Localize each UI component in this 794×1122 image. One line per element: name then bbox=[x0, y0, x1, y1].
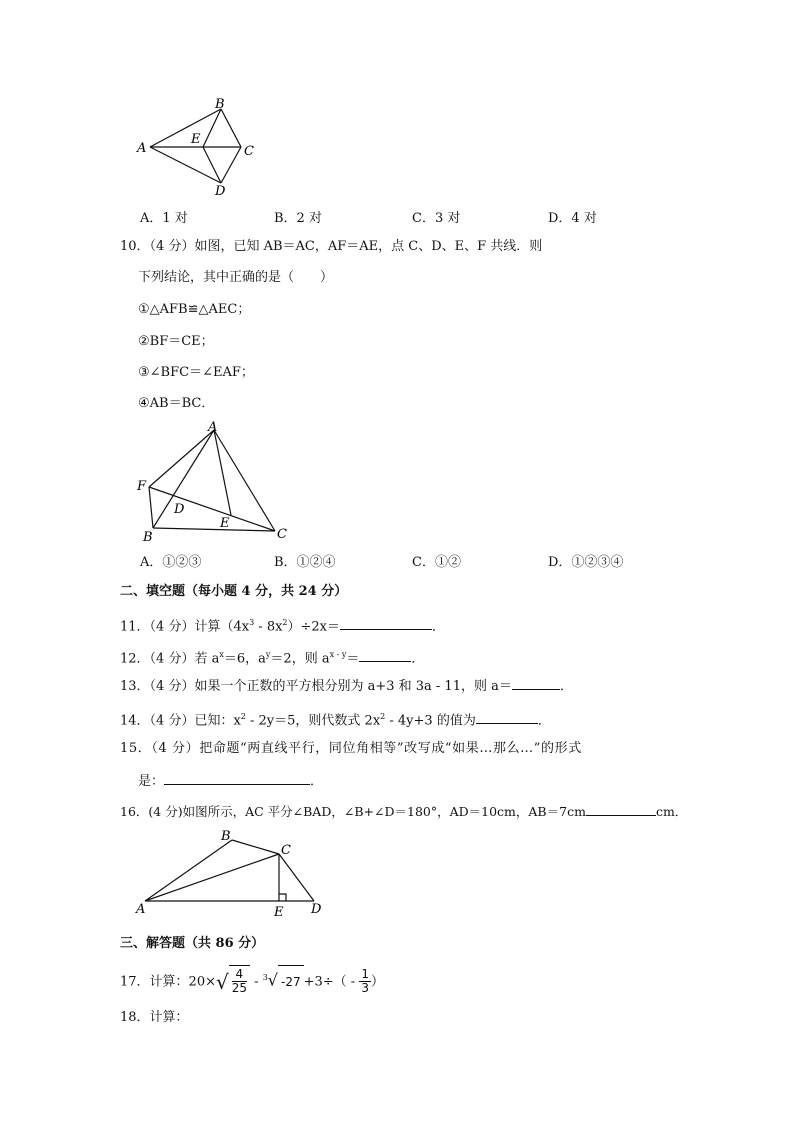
q12-sup3: x - y bbox=[329, 650, 347, 659]
q10-option-c[interactable]: C．①② bbox=[412, 555, 461, 570]
q17-root-index: 3 bbox=[262, 973, 268, 982]
q17-sqrt-fraction bbox=[229, 965, 250, 998]
q13-text: 13．（4 分）如果一个正数的平方根分别为 a+3 和 3a - 11，则 a＝ bbox=[120, 679, 512, 694]
q17-numerator: 4 bbox=[232, 968, 247, 982]
q12-text: 12．（4 分）若 a bbox=[120, 651, 220, 667]
q15-line1: 15．（4 分）把命题“两直线平行，同位角相等”改写成“如果…那么…”的形式 bbox=[120, 741, 582, 756]
q10-statement-3: ③∠BFC＝∠EAF； bbox=[138, 365, 254, 380]
q17-minus: - bbox=[250, 974, 263, 990]
q14-end: ． bbox=[537, 713, 551, 729]
q17-denominator-2: 3 bbox=[361, 981, 369, 996]
section2-title: 二、填空题（每小题 4 分，共 24 分） bbox=[120, 584, 348, 599]
q16-figure bbox=[135, 828, 335, 920]
q10-figure bbox=[133, 418, 298, 543]
q11-end: ． bbox=[432, 619, 446, 635]
q12-answer-blank[interactable] bbox=[359, 649, 411, 662]
q9-figure bbox=[135, 95, 270, 200]
q16-label-D: D bbox=[311, 902, 322, 917]
q15-label: 是： bbox=[138, 774, 165, 789]
q10-label-A: A bbox=[208, 420, 218, 435]
q11-text: 11．（4 分）计算（4x bbox=[120, 619, 250, 635]
q10-statement-2: ②BF＝CE； bbox=[138, 334, 214, 349]
q10-label-C: C bbox=[277, 527, 287, 542]
q11-exp2: 2 bbox=[282, 618, 288, 627]
q16-text: 16．(4 分)如图所示，AC 平分∠BAD，∠B+∠D＝180°，AD＝10cm，AB＝7cm bbox=[120, 804, 586, 819]
q11-answer-blank[interactable] bbox=[340, 617, 432, 630]
q11 bbox=[120, 614, 445, 636]
q12-sup1: x bbox=[219, 650, 224, 659]
q16-unit: cm． bbox=[655, 804, 688, 819]
sqrt-icon: √ bbox=[215, 969, 229, 994]
q18: 18．计算： bbox=[120, 1010, 189, 1025]
q15-line2 bbox=[138, 772, 323, 791]
q10-score: （4 分） bbox=[149, 239, 195, 254]
q17-text: 17．计算：20× bbox=[120, 974, 216, 990]
q11-exp1: 3 bbox=[249, 618, 255, 627]
q10-label-E: E bbox=[220, 516, 230, 531]
q11-text-mid: - 8x bbox=[254, 619, 283, 635]
q9-option-d[interactable]: D．4 对 bbox=[548, 211, 597, 226]
q9-label-E: E bbox=[191, 132, 201, 147]
q16-label-C: C bbox=[281, 843, 291, 858]
q9-label-D: D bbox=[215, 184, 226, 199]
q16 bbox=[120, 803, 687, 821]
q9-option-c[interactable]: C．3 对 bbox=[412, 211, 461, 226]
q14-text-2: - 2y＝5，则代数式 2x bbox=[245, 713, 381, 729]
q17-close: ） bbox=[370, 974, 384, 990]
q13-answer-blank[interactable] bbox=[512, 677, 560, 690]
q17-numerator-2: 1 bbox=[361, 967, 369, 982]
q16-answer-blank[interactable] bbox=[586, 803, 656, 816]
q16-label-B: B bbox=[221, 829, 231, 844]
q12-text-2: ＝6，a bbox=[223, 651, 266, 667]
q9-option-b[interactable]: B．2 对 bbox=[274, 211, 322, 226]
section3-title: 三、解答题（共 86 分） bbox=[120, 936, 265, 951]
q11-text-after: ）÷2x＝ bbox=[287, 619, 341, 635]
q17 bbox=[120, 962, 384, 998]
q10-statement-1: ①△AFB≌△AEC； bbox=[138, 302, 251, 317]
q14-sup2: 2 bbox=[380, 712, 386, 721]
q14-text: 14．（4 分）已知：x bbox=[120, 713, 241, 729]
q14-text-3: - 4y+3 的值为 bbox=[385, 713, 476, 729]
q10-statement-4: ④AB＝BC． bbox=[138, 396, 215, 411]
cube-root-icon: √ bbox=[267, 970, 278, 990]
q9-option-a[interactable]: A．1 对 bbox=[140, 211, 188, 226]
q13 bbox=[120, 677, 573, 696]
q14-sup1: 2 bbox=[240, 712, 246, 721]
q10-stem-text: 如图，已知 AB＝AC，AF＝AE，点 C、D、E、F 共线．则 bbox=[194, 239, 543, 254]
q10-stem-line1 bbox=[120, 238, 542, 256]
q14 bbox=[120, 708, 551, 730]
q17-radicand: -27 bbox=[278, 965, 304, 998]
q10-stem-line2: 下列结论，其中正确的是（ ） bbox=[138, 270, 334, 285]
q14-answer-blank[interactable] bbox=[476, 711, 538, 724]
q16-label-E: E bbox=[274, 905, 284, 920]
q12-text-4: ＝ bbox=[346, 651, 360, 667]
q10-number: 10． bbox=[120, 239, 150, 254]
q17-denominator: 25 bbox=[231, 981, 248, 996]
q10-option-a[interactable]: A．①②③ bbox=[140, 555, 202, 570]
q10-label-B: B bbox=[143, 530, 153, 543]
q10-option-d[interactable]: D．①②③④ bbox=[548, 555, 624, 570]
q9-label-B: B bbox=[215, 97, 225, 112]
q12-end: ． bbox=[411, 651, 425, 667]
q10-label-D: D bbox=[174, 502, 185, 517]
q9-label-C: C bbox=[244, 144, 254, 159]
q12 bbox=[120, 646, 424, 668]
q10-label-F: F bbox=[137, 479, 147, 494]
q12-text-3: ＝2，则 a bbox=[270, 651, 330, 667]
q9-label-A: A bbox=[137, 141, 147, 156]
q13-end: ． bbox=[559, 679, 573, 694]
q15-end: ． bbox=[310, 774, 324, 789]
q10-option-b[interactable]: B．①②④ bbox=[274, 555, 336, 570]
q15-answer-blank[interactable] bbox=[164, 772, 310, 785]
q12-sup2: y bbox=[265, 650, 271, 659]
q16-label-A: A bbox=[136, 902, 146, 917]
q17-text-3: +3÷（ - bbox=[303, 974, 360, 990]
